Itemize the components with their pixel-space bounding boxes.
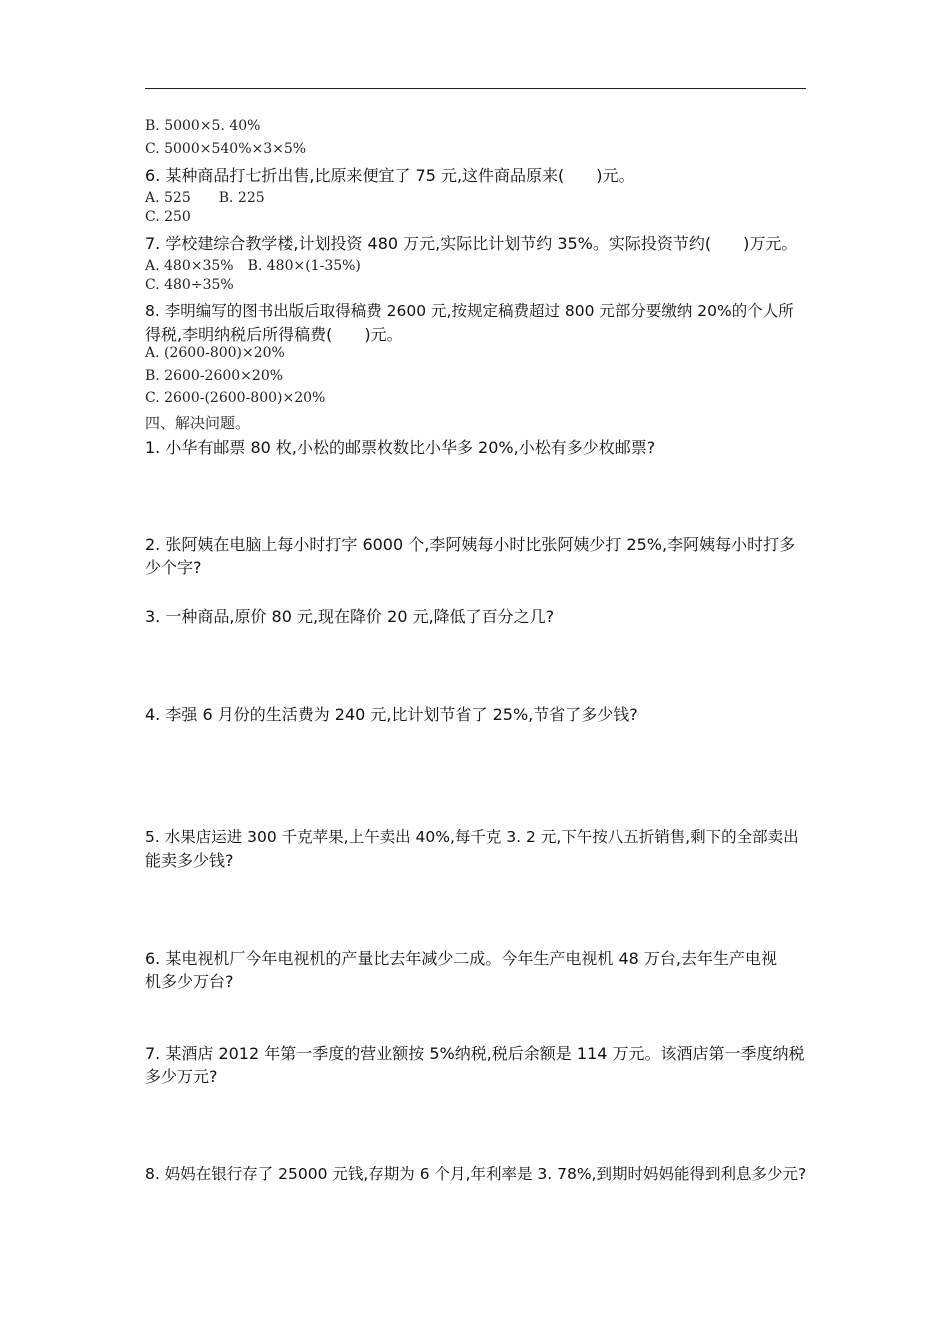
problem-6-line1: 6. 某电视机厂今年电视机的产量比去年减少二成。今年生产电视机 48 万台,去年生产电视 <box>145 949 777 968</box>
question-8-line2: 得税,李明纳税后所得稿费( )元。 <box>145 325 403 344</box>
option-a-q8: A. (2600-800)×20% <box>145 345 285 361</box>
option-c-q7: C. 480÷35% <box>145 277 234 293</box>
option-b-q8: B. 2600-2600×20% <box>145 368 284 384</box>
options-ab-q7: A. 480×35% B. 480×(1-35%) <box>145 258 361 274</box>
problem-7-line2: 多少万元? <box>145 1067 218 1086</box>
question-7: 7. 学校建综合教学楼,计划投资 480 万元,实际比计划节约 35%。实际投资节约( )万元。 <box>145 234 798 253</box>
problem-8: 8. 妈妈在银行存了 25000 元钱,存期为 6 个月,年利率是 3. 78%,到期时妈妈能得到利息多少元? <box>145 1165 807 1183</box>
problem-2-line2: 少个字? <box>145 558 202 577</box>
options-ab-q6: A. 525 B. 225 <box>145 190 265 206</box>
problem-4: 4. 李强 6 月份的生活费为 240 元,比计划节省了 25%,节省了多少钱? <box>145 705 638 724</box>
header-rule <box>145 88 806 89</box>
problem-2-line1: 2. 张阿姨在电脑上每小时打字 6000 个,李阿姨每小时比张阿姨少打 25%,李阿姨每小时打多 <box>145 535 796 554</box>
option-c-q8: C. 2600-(2600-800)×20% <box>145 390 326 406</box>
problem-5-line2: 能卖多少钱? <box>145 851 234 870</box>
question-8-line1: 8. 李明编写的图书出版后取得稿费 2600 元,按规定稿费超过 800 元部分要缴纳 20%的个人所 <box>145 302 794 320</box>
problem-7-line1: 7. 某酒店 2012 年第一季度的营业额按 5%纳税,税后余额是 114 万元。该酒店第一季度纳税 <box>145 1044 805 1063</box>
option-c-q5: C. 5000×540%×3×5% <box>145 141 307 157</box>
problem-1: 1. 小华有邮票 80 枚,小松的邮票枚数比小华多 20%,小松有多少枚邮票? <box>145 438 656 457</box>
option-c-q6: C. 250 <box>145 209 191 225</box>
problem-5-line1: 5. 水果店运进 300 千克苹果,上午卖出 40%,每千克 3. 2 元,下午按八五折销售,剩下的全部卖出 <box>145 828 799 846</box>
question-6: 6. 某种商品打七折出售,比原来便宜了 75 元,这件商品原来( )元。 <box>145 166 635 185</box>
section-heading: 四、解决问题。 <box>145 414 251 432</box>
option-b-q5: B. 5000×5. 40% <box>145 118 261 134</box>
problem-3: 3. 一种商品,原价 80 元,现在降价 20 元,降低了百分之几? <box>145 607 555 626</box>
problem-6-line2: 机多少万台? <box>145 972 234 991</box>
